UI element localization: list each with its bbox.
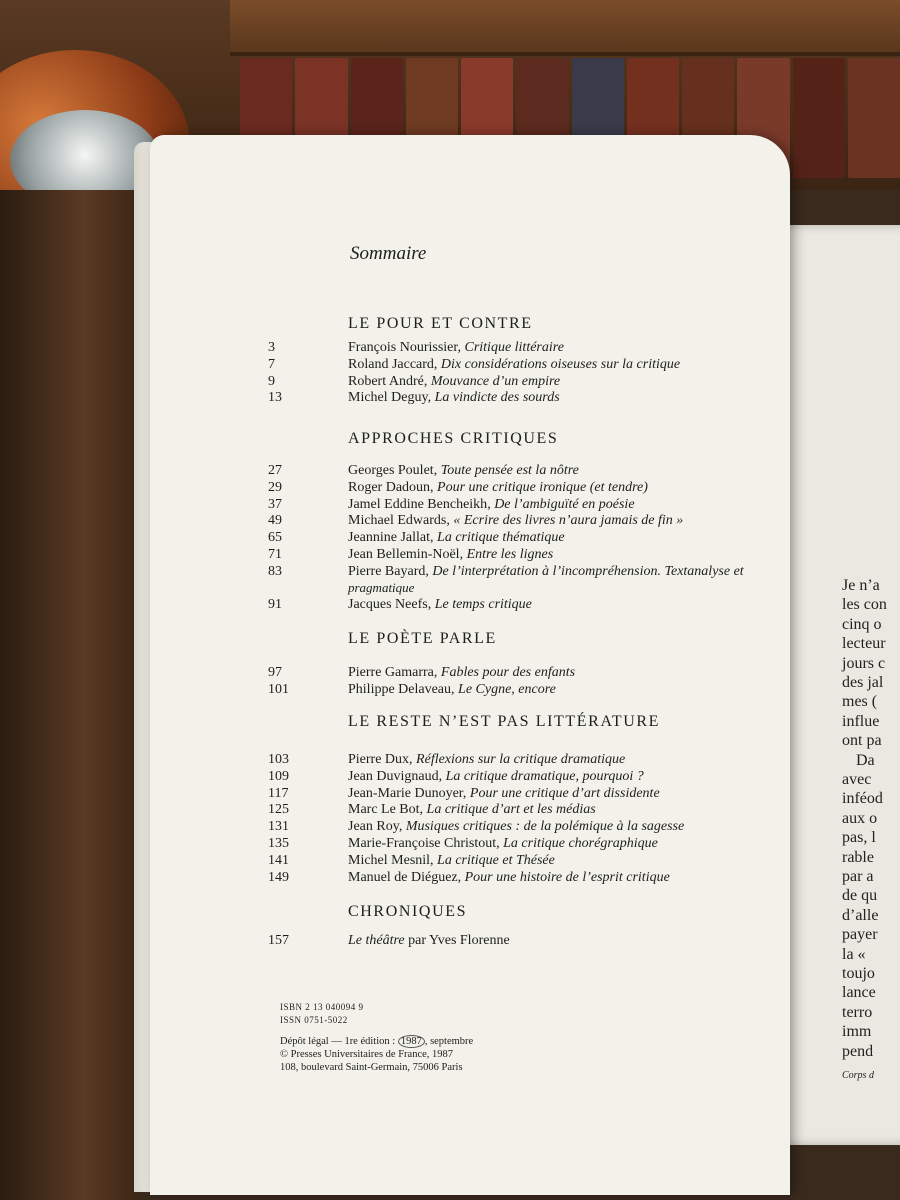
article-title: Le théâtre xyxy=(348,933,405,948)
author-name: Philippe Delaveau xyxy=(348,681,452,697)
toc-entry xyxy=(150,463,790,481)
entry-text: Pierre Bayard, De l’interprétation à l’incompréhension. Textanalyse et xyxy=(348,563,744,579)
entry-text: François Nourissier, Critique littéraire xyxy=(348,340,564,355)
entry-text: Jean Bellemin-Noël, Entre les lignes xyxy=(348,547,554,562)
article-title: Le Cygne, encore xyxy=(458,681,556,697)
page-number: 109 xyxy=(268,768,289,784)
page-number: 97 xyxy=(268,665,282,680)
facing-page-text: Je n’a xyxy=(842,577,880,594)
page-number: 117 xyxy=(268,785,289,801)
entry-text: Jamel Eddine Bencheikh, De l’ambiguïté en poésie xyxy=(348,496,635,512)
toc-entry xyxy=(150,665,790,683)
entry-text: Pierre Dux, Réflexions sur la critique dramatique xyxy=(348,752,626,767)
entry-text: Roger Dadoun, Pour une critique ironique (et tendre) xyxy=(348,479,648,495)
entry-text: Philippe Delaveau, Le Cygne, encore xyxy=(348,681,556,697)
section-heading: LE RESTE N’EST PAS LITTÉRATURE xyxy=(348,713,661,730)
article-title: Toute pensée est la nôtre xyxy=(440,463,579,478)
article-title: Dix considérations oiseuses sur la critique xyxy=(440,356,681,372)
toc-entry xyxy=(150,682,790,700)
toc-entry xyxy=(150,374,790,392)
page-number: 7 xyxy=(268,356,275,372)
facing-page-text: la « xyxy=(842,945,866,963)
author-name: Jean-Marie Dunoyer xyxy=(348,785,463,801)
toc-entry xyxy=(150,513,790,531)
facing-page-text: les con xyxy=(842,596,887,614)
article-title: La vindicte des sourds xyxy=(434,390,560,406)
toc-entry xyxy=(150,357,790,375)
section-heading: LE POUR ET CONTRE xyxy=(348,315,533,332)
connector: par xyxy=(408,933,427,948)
author-name: Pierre Gamarra xyxy=(348,665,434,680)
title-continuation: pragmatique xyxy=(348,579,415,595)
toc-entry xyxy=(150,786,790,804)
article-title: Pour une critique d’art dissidente xyxy=(469,785,660,801)
facing-page-text: mes ( xyxy=(842,693,878,711)
page-number: 91 xyxy=(268,597,282,613)
facing-page-text: d’alle xyxy=(842,906,879,924)
facing-page-text: aux o xyxy=(842,809,878,827)
author-name: Jeannine Jallat xyxy=(348,530,431,546)
facing-page-text: lance xyxy=(842,984,876,1002)
page-number: 83 xyxy=(268,563,282,579)
author-name: Michael Edwards xyxy=(348,513,447,529)
entry-text: Manuel de Diéguez, Pour une histoire de l’esprit critique xyxy=(348,869,670,885)
facing-page-text: pas, l xyxy=(842,829,876,847)
facing-page-text: terro xyxy=(842,1003,873,1021)
facing-page-text: lecteur xyxy=(842,635,886,653)
page-number: 65 xyxy=(268,530,282,546)
entry-text: Jeannine Jallat, La critique thématique xyxy=(348,530,565,546)
depot-legal-line: Dépôt légal — 1re édition : 1987 , septembre xyxy=(280,1036,474,1047)
article-title: Réflexions sur la critique dramatique xyxy=(416,752,626,767)
article-title: Critique littéraire xyxy=(464,340,564,355)
toc-entry xyxy=(150,390,790,408)
entry-text: Jean Duvignaud, La critique dramatique, pourquoi ? xyxy=(348,768,644,784)
toc-entry xyxy=(150,597,790,615)
facing-page-text: imm xyxy=(842,1023,872,1041)
facing-page-text: avec xyxy=(842,771,872,788)
page-title: Sommaire xyxy=(350,243,427,264)
toc-entry xyxy=(150,752,790,770)
toc-entry xyxy=(150,853,790,871)
author-name: François Nourissier xyxy=(348,340,458,355)
issn-line: ISSN 0751-5022 xyxy=(280,1015,348,1025)
author-name: Marc Le Bot xyxy=(348,802,420,818)
article-title: La critique dramatique, pourquoi ? xyxy=(445,768,644,784)
entry-text: Pierre Gamarra, Fables pour des enfants xyxy=(348,665,576,680)
entry-text: Robert André, Mouvance d’un empire xyxy=(348,373,561,389)
entry-text: Michael Edwards, « Ecrire des livres n’aura jamais de fin » xyxy=(348,513,684,529)
address-line: 108, boulevard Saint-Germain, 75006 Paris xyxy=(280,1062,463,1073)
toc-entry xyxy=(150,870,790,888)
article-title: Entre les lignes xyxy=(466,547,554,562)
page-number: 135 xyxy=(268,836,289,851)
author-name: Jean Duvignaud xyxy=(348,768,439,784)
article-title: Le temps critique xyxy=(434,597,532,613)
author-name: Marie-Françoise Christout xyxy=(348,836,497,851)
article-title: La critique thématique xyxy=(437,530,565,546)
entry-text: Georges Poulet, Toute pensée est la nôtre xyxy=(348,463,579,478)
page-number: 3 xyxy=(268,340,275,355)
page-number: 157 xyxy=(268,933,289,948)
author-name: Manuel de Diéguez xyxy=(348,869,458,885)
article-title: De l’interprétation à l’incompréhension. Textanalyse et xyxy=(432,563,744,579)
facing-page-text: Corps d xyxy=(842,1070,874,1081)
section-heading: APPROCHES CRITIQUES xyxy=(348,430,559,447)
entry-text: Marc Le Bot, La critique d’art et les médias xyxy=(348,802,596,818)
facing-page-text: ont pa xyxy=(842,732,882,750)
copyright-line: © Presses Universitaires de France, 1987 xyxy=(280,1049,454,1060)
article-title: La critique et Thésée xyxy=(437,852,555,868)
facing-page-text: cinq o xyxy=(842,615,882,633)
author-name: Michel Deguy xyxy=(348,390,428,406)
page-number: 103 xyxy=(268,752,289,767)
article-title: Pour une critique ironique (et tendre) xyxy=(437,479,648,495)
toc-entry xyxy=(150,497,790,515)
article-title: De l’ambiguïté en poésie xyxy=(494,496,635,512)
facing-page-text: toujo xyxy=(842,965,875,982)
author-name: Jean Roy xyxy=(348,819,399,835)
entry-text: Jean-Marie Dunoyer, Pour une critique d’art dissidente xyxy=(348,785,660,801)
entry-text: Marie-Françoise Christout, La critique chorégraphique xyxy=(348,836,658,851)
entry-text: Michel Mesnil, La critique et Thésée xyxy=(348,852,555,868)
toc-entry xyxy=(150,836,790,854)
author-name: Robert André xyxy=(348,373,424,389)
toc-entry xyxy=(150,530,790,548)
author-name: Jamel Eddine Bencheikh xyxy=(348,496,488,512)
page-number: 125 xyxy=(268,802,289,818)
article-title: Fables pour des enfants xyxy=(440,665,576,680)
article-title: La critique chorégraphique xyxy=(503,836,658,851)
toc-entry xyxy=(150,769,790,787)
page-number: 27 xyxy=(268,463,282,478)
author-name: Michel Mesnil xyxy=(348,852,431,868)
author-name: Jean Bellemin-Noël xyxy=(348,547,460,562)
facing-page-text: rable xyxy=(842,848,874,866)
page-number: 71 xyxy=(268,547,282,562)
toc-entry xyxy=(150,802,790,820)
article-title: La critique d’art et les médias xyxy=(426,802,596,818)
page-number: 131 xyxy=(268,819,289,835)
article-title: « Ecrire des livres n’aura jamais de fin » xyxy=(453,513,684,529)
article-title: Musiques critiques : de la polémique à la sagesse xyxy=(405,819,685,835)
facing-page-text: influe xyxy=(842,712,880,730)
article-title: Pour une histoire de l’esprit critique xyxy=(464,869,670,885)
facing-page-text: payer xyxy=(842,926,878,944)
section-heading: CHRONIQUES xyxy=(348,903,468,920)
author-name: Pierre Dux xyxy=(348,752,410,767)
author-name: Yves Florenne xyxy=(429,933,510,948)
author-name: Roland Jaccard xyxy=(348,356,434,372)
facing-page-text: de qu xyxy=(842,887,878,905)
author-name: Pierre Bayard xyxy=(348,563,426,579)
entry-text: Roland Jaccard, Dix considérations oiseuses sur la critique xyxy=(348,356,681,372)
entry-text: Michel Deguy, La vindicte des sourds xyxy=(348,390,560,406)
entry-text: Jean Roy, Musiques critiques : de la polémique à la sagesse xyxy=(348,819,685,835)
wooden-surface xyxy=(0,190,140,1200)
circled-year: 1987 xyxy=(398,1035,425,1048)
toc-entry xyxy=(150,480,790,498)
page-number: 37 xyxy=(268,496,282,512)
facing-page-text: des jal xyxy=(842,674,884,691)
contents-page xyxy=(150,135,790,1195)
author-name: Jacques Neefs xyxy=(348,597,428,613)
entry-text xyxy=(348,933,510,949)
toc-entry xyxy=(150,547,790,565)
facing-page-text: inféod xyxy=(842,790,883,808)
facing-page-text: par a xyxy=(842,868,874,885)
author-name: Georges Poulet xyxy=(348,463,434,478)
page-number: 149 xyxy=(268,869,289,885)
facing-page-text: Da xyxy=(856,751,875,769)
toc-entry xyxy=(150,933,790,951)
toc-entry xyxy=(150,819,790,837)
page-number: 29 xyxy=(268,479,282,495)
page-number: 9 xyxy=(268,373,275,389)
author-name: Roger Dadoun xyxy=(348,479,431,495)
imprint-block xyxy=(280,1001,473,1074)
shelf-board xyxy=(230,0,900,56)
isbn-line: ISBN 2 13 040094 9 xyxy=(280,1002,364,1012)
page-number: 101 xyxy=(268,681,289,697)
entry-text: Jacques Neefs, Le temps critique xyxy=(348,597,532,613)
facing-page-text: pend xyxy=(842,1042,874,1060)
page-number: 49 xyxy=(268,513,282,529)
facing-page-text: jours c xyxy=(842,654,886,672)
article-title: Mouvance d’un empire xyxy=(430,373,561,389)
page-number: 141 xyxy=(268,852,289,868)
section-heading: LE POÈTE PARLE xyxy=(348,630,497,647)
facing-page xyxy=(790,225,900,1145)
page-number: 13 xyxy=(268,390,282,406)
toc-entry xyxy=(150,564,790,582)
toc-entry xyxy=(150,340,790,358)
